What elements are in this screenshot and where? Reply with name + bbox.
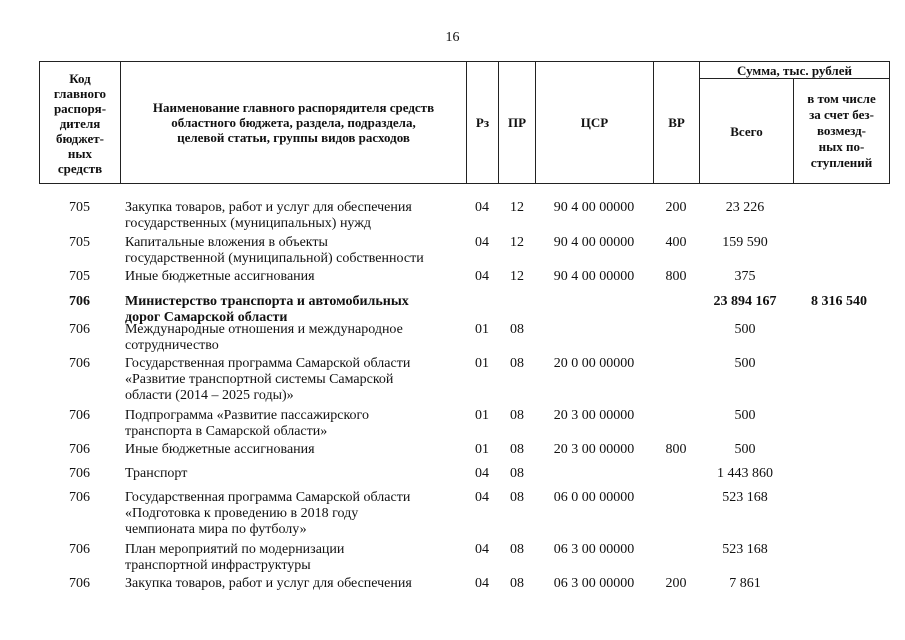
cell-rz: 01 <box>475 442 489 457</box>
cell-name-line: Подпрограмма «Развитие пассажирского <box>125 408 369 423</box>
cell-code: 706 <box>69 442 90 457</box>
cell-rz: 04 <box>475 490 489 505</box>
cell-csr: 06 3 00 00000 <box>553 576 635 591</box>
cell-name-line: сотрудничество <box>125 338 219 353</box>
cell-total: 375 <box>734 269 756 284</box>
cell-total: 7 861 <box>729 576 761 591</box>
cell-pr: 08 <box>510 542 524 557</box>
cell-total: 523 168 <box>722 490 768 505</box>
header-incl <box>794 79 890 184</box>
cell-name-line: транспортной инфраструктуры <box>125 558 311 573</box>
cell-name <box>125 200 460 232</box>
cell-csr: 20 3 00 00000 <box>553 408 635 423</box>
header-name <box>121 62 467 184</box>
cell-name <box>125 466 460 482</box>
cell-rz: 01 <box>475 408 489 423</box>
header-name-line: целевой статьи, группы видов расходов <box>177 130 410 145</box>
cell-code: 705 <box>69 269 90 284</box>
cell-pr: 08 <box>510 490 524 505</box>
header-code-line: Код <box>69 70 91 86</box>
header-vr: ВР <box>654 62 700 184</box>
cell-rz: 04 <box>475 466 489 481</box>
cell-name-line: области (2014 – 2025 годы)» <box>125 388 294 403</box>
cell-name-line: Государственная программа Самарской области <box>125 356 411 371</box>
cell-csr: 90 4 00 00000 <box>553 235 635 250</box>
cell-incl: 8 316 540 <box>811 294 867 309</box>
cell-total: 159 590 <box>722 235 768 250</box>
cell-name-line: Министерство транспорта и автомобильных <box>125 294 409 309</box>
header-code-line: распоря- <box>53 100 107 116</box>
header-code-line: бюджет- <box>55 130 104 146</box>
cell-name-line: План мероприятий по модернизации <box>125 542 345 557</box>
cell-vr: 800 <box>665 442 687 457</box>
cell-name <box>125 235 460 267</box>
cell-name-line: Капитальные вложения в объекты <box>125 235 328 250</box>
cell-pr: 08 <box>510 322 524 337</box>
cell-total: 1 443 860 <box>717 466 773 481</box>
header-incl-line: ступлений <box>810 155 873 170</box>
cell-pr: 08 <box>510 466 524 481</box>
header-code-line: средств <box>57 160 103 176</box>
header-incl-line: ных по- <box>818 139 865 154</box>
header-code-line: дителя <box>59 115 101 131</box>
cell-csr: 90 4 00 00000 <box>553 200 635 215</box>
cell-code: 706 <box>69 322 90 337</box>
cell-name <box>125 442 460 458</box>
cell-code: 706 <box>69 490 90 505</box>
header-incl-line: в том числе <box>807 91 876 106</box>
cell-name-line: дорог Самарской области <box>125 310 288 325</box>
cell-rz: 04 <box>475 576 489 591</box>
cell-pr: 08 <box>510 408 524 423</box>
cell-csr: 06 0 00 00000 <box>553 490 635 505</box>
cell-code: 705 <box>69 235 90 250</box>
cell-name-line: Иные бюджетные ассигнования <box>125 269 315 284</box>
header-code <box>40 62 121 184</box>
cell-name-line: «Развитие транспортной системы Самарской <box>125 372 394 387</box>
cell-code: 705 <box>69 200 90 215</box>
table-header <box>39 61 890 184</box>
header-incl-line: за счет без- <box>809 107 874 122</box>
cell-pr: 12 <box>510 269 524 284</box>
cell-rz: 04 <box>475 542 489 557</box>
cell-code: 706 <box>69 408 90 423</box>
cell-name <box>125 322 460 354</box>
cell-code: 706 <box>69 466 90 481</box>
header-csr: ЦСР <box>536 62 654 184</box>
header-name-line: областного бюджета, раздела, подраздела, <box>171 115 416 130</box>
header-rz: Рз <box>467 62 499 184</box>
header-sum-title: Сумма, тыс. рублей <box>700 62 890 79</box>
cell-total: 523 168 <box>722 542 768 557</box>
cell-total: 500 <box>734 356 756 371</box>
cell-csr: 20 3 00 00000 <box>553 442 635 457</box>
cell-name <box>125 269 460 285</box>
cell-name <box>125 542 460 574</box>
cell-name-line: транспорта в Самарской области» <box>125 424 328 439</box>
cell-csr: 06 3 00 00000 <box>553 542 635 557</box>
header-code-line: главного <box>53 85 107 101</box>
cell-pr: 12 <box>510 200 524 215</box>
cell-rz: 04 <box>475 269 489 284</box>
header-pr: ПР <box>499 62 536 184</box>
cell-code: 706 <box>69 356 90 371</box>
cell-name-line: Международные отношения и международное <box>125 322 403 337</box>
cell-total: 23 226 <box>725 200 765 215</box>
cell-name-line: Закупка товаров, работ и услуг для обеспечения <box>125 576 412 591</box>
cell-name <box>125 408 460 440</box>
header-total: Всего <box>700 79 794 184</box>
cell-rz: 04 <box>475 200 489 215</box>
cell-rz: 04 <box>475 235 489 250</box>
cell-total: 500 <box>734 408 756 423</box>
cell-name-line: «Подготовка к проведению в 2018 году <box>125 506 359 521</box>
header-name-line: Наименование главного распорядителя средств <box>152 100 435 115</box>
cell-pr: 12 <box>510 235 524 250</box>
cell-total: 500 <box>734 322 756 337</box>
cell-name <box>125 490 460 538</box>
cell-vr: 800 <box>665 269 687 284</box>
cell-vr: 400 <box>665 235 687 250</box>
cell-total: 23 894 167 <box>713 294 777 309</box>
cell-pr: 08 <box>510 576 524 591</box>
cell-vr: 200 <box>665 200 687 215</box>
cell-name-line: Государственная программа Самарской области <box>125 490 411 505</box>
header-code-line: ных <box>67 145 93 161</box>
cell-vr: 200 <box>665 576 687 591</box>
cell-name-line: Иные бюджетные ассигнования <box>125 442 315 457</box>
header-incl-line: возмезд- <box>817 123 866 138</box>
page-number: 16 <box>445 30 460 45</box>
cell-code: 706 <box>69 542 90 557</box>
cell-name <box>125 576 460 592</box>
cell-csr: 20 0 00 00000 <box>553 356 635 371</box>
cell-rz: 01 <box>475 356 489 371</box>
cell-code: 706 <box>69 294 90 309</box>
cell-name-line: государственных (муниципальных) нужд <box>125 216 372 231</box>
cell-rz: 01 <box>475 322 489 337</box>
cell-name-line: государственной (муниципальной) собственности <box>125 251 424 266</box>
cell-code: 706 <box>69 576 90 591</box>
cell-name-line: чемпионата мира по футболу» <box>125 522 307 537</box>
cell-name <box>125 356 460 404</box>
cell-name-line: Закупка товаров, работ и услуг для обеспечения <box>125 200 412 215</box>
cell-name-line: Транспорт <box>125 466 188 481</box>
cell-pr: 08 <box>510 356 524 371</box>
cell-total: 500 <box>734 442 756 457</box>
cell-csr: 90 4 00 00000 <box>553 269 635 284</box>
cell-pr: 08 <box>510 442 524 457</box>
